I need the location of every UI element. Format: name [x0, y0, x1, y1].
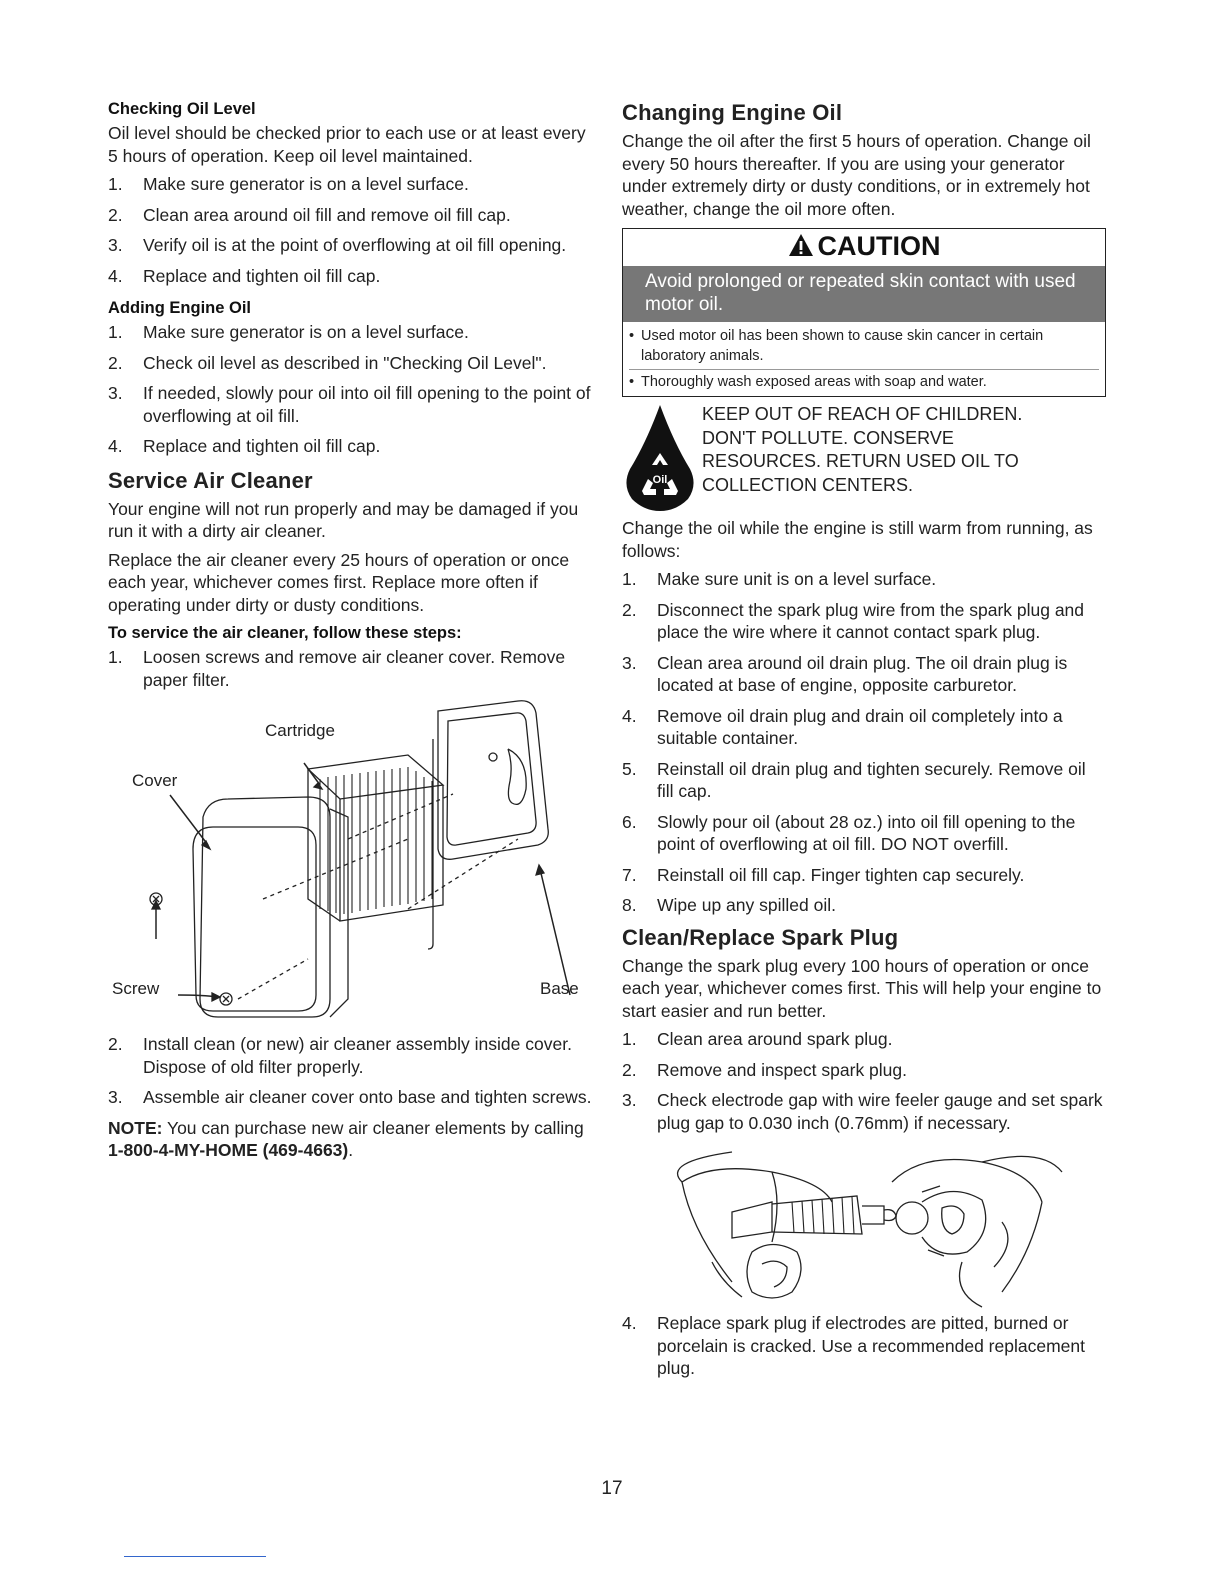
checking-oil-heading: Checking Oil Level	[108, 100, 256, 118]
list-item: 1. Make sure generator is on a level surface.	[108, 174, 469, 194]
list-item: 2. Remove and inspect spark plug.	[622, 1059, 907, 1080]
adding-oil-heading: Adding Engine Oil	[108, 299, 251, 317]
air-cleaner-subheading: To service the air cleaner, follow these steps:	[108, 624, 462, 642]
list-item: 3. Clean area around oil drain plug. The oil drain plug is located at base of engine, opposite carburetor.	[622, 652, 1068, 695]
caution-bullets	[623, 322, 1105, 396]
spark-plug-heading: Clean/Replace Spark Plug	[622, 924, 899, 950]
caution-box	[622, 228, 1106, 397]
air-cleaner-note: NOTE: You can purchase new air cleaner elements by calling 1-800-4-MY-HOME (469-4663).	[108, 1117, 584, 1160]
list-item: 1. Loosen screws and remove air cleaner cover. Remove paper filter.	[108, 647, 566, 690]
list-item: 4. Replace spark plug if electrodes are pitted, burned or porcelain is cracked. Use a recommended replacement plug.	[622, 1313, 1085, 1378]
list-item: 2. Install clean (or new) air cleaner assembly inside cover. Dispose of old filter properly.	[108, 1034, 572, 1077]
list-item: 3. If needed, slowly pour oil into oil fill opening to the point of overflowing at oil fill.	[108, 383, 591, 426]
caution-band: Avoid prolonged or repeated skin contact with used motor oil.	[623, 266, 1105, 322]
air-cleaner-steps-1	[108, 646, 592, 691]
left-column	[108, 100, 592, 1168]
list-item: 3. Check electrode gap with wire feeler gauge and set spark plug gap to 0.030 inch (0.76mm) if necessary.	[622, 1090, 1103, 1133]
list-item: • Used motor oil has been shown to cause skin cancer in certain laboratory animals.	[629, 326, 1099, 366]
spark-plug-gauge-illustration	[622, 1142, 1106, 1312]
cartridge-label: Cartridge	[265, 721, 335, 740]
list-item: 2. Check oil level as described in "Checking Oil Level".	[108, 352, 547, 373]
checking-oil-intro: Oil level should be checked prior to each use or at least every 5 hours of operation. Keep oil level maintained.	[108, 123, 586, 166]
list-item: 7. Reinstall oil fill cap. Finger tighten cap securely.	[622, 864, 1025, 885]
list-item: 4. Replace and tighten oil fill cap.	[108, 436, 381, 456]
air-cleaner-para-2: Replace the air cleaner every 25 hours of operation or once each year, whichever comes first. Replace more often if operating under dirty or dusty conditions.	[108, 549, 570, 615]
change-warm-text: Change the oil while the engine is still warm from running, as follows:	[622, 518, 1093, 561]
caution-header	[623, 229, 1105, 266]
footer-rule	[124, 1556, 266, 1557]
list-item: 5. Reinstall oil drain plug and tighten securely. Remove oil fill cap.	[622, 758, 1086, 801]
caution-title: CAUTION	[817, 231, 941, 261]
cover-label: Cover	[132, 771, 178, 790]
air-cleaner-steps-2	[108, 1033, 592, 1109]
list-item: 2. Clean area around oil fill and remove oil fill cap.	[108, 204, 511, 225]
changing-oil-intro: Change the oil after the first 5 hours of operation. Change oil every 50 hours thereafter. If you are using your generator under extremely dirty or dusty conditions, or in extremely hot weather, change the oil more often.	[622, 131, 1091, 219]
list-item: 4. Remove oil drain plug and drain oil completely into a suitable container.	[622, 705, 1063, 748]
spark-plug-intro: Change the spark plug every 100 hours of operation or once each year, whichever comes first. This will help your engine to start easier and run better.	[622, 955, 1102, 1021]
air-cleaner-figure	[108, 699, 592, 1029]
list-item: 2. Disconnect the spark plug wire from the spark plug and place the wire where it cannot contact spark plug.	[622, 599, 1085, 642]
spark-plug-steps-2	[622, 1312, 1106, 1380]
page-number: 17	[601, 1478, 623, 1499]
oil-recycling-notice	[622, 403, 1106, 511]
changing-engine-oil-heading: Changing Engine Oil	[622, 100, 843, 125]
adding-oil-steps	[108, 321, 592, 458]
list-item: 1. Make sure generator is on a level surface.	[108, 322, 469, 342]
list-item: 4. Replace and tighten oil fill cap.	[108, 265, 381, 286]
list-item: 6. Slowly pour oil (about 28 oz.) into oil fill opening to the point of overflowing at oil fill. DO NOT overfill.	[622, 811, 1076, 854]
list-item: 3. Assemble air cleaner cover onto base and tighten screws.	[108, 1087, 592, 1107]
phone-number: 1-800-4-MY-HOME (469-4663)	[108, 1140, 349, 1160]
changing-oil-steps	[622, 568, 1106, 917]
right-column	[622, 100, 1106, 1388]
warning-triangle-icon	[788, 233, 814, 257]
note-label: NOTE:	[108, 1117, 163, 1138]
base-label: Base	[540, 979, 579, 998]
checking-oil-steps	[108, 173, 592, 287]
air-cleaner-para-1: Your engine will not run properly and may be damaged if you run it with a dirty air cleaner.	[108, 498, 579, 541]
note-text: You can purchase new air cleaner elements by calling	[167, 1117, 584, 1138]
svg-text:Oil: Oil	[652, 474, 668, 486]
screw-label: Screw	[112, 979, 160, 998]
list-item: 1. Clean area around spark plug.	[622, 1029, 893, 1049]
service-air-cleaner-heading: Service Air Cleaner	[108, 467, 313, 493]
spark-plug-steps	[622, 1028, 1106, 1134]
list-item: 3. Verify oil is at the point of overflowing at oil fill opening.	[108, 235, 567, 255]
list-item: 8. Wipe up any spilled oil.	[622, 895, 836, 915]
list-item: 1. Make sure unit is on a level surface.	[622, 569, 937, 589]
air-cleaner-diagram	[108, 699, 592, 1029]
oil-drop-recycle-icon	[622, 403, 698, 511]
oil-notice-text: KEEP OUT OF REACH OF CHILDREN. DON'T POLLUTE. CONSERVE RESOURCES. RETURN USED OIL TO COLLECTION CENTERS.	[702, 404, 1023, 495]
list-item: • Thoroughly wash exposed areas with soap and water.	[629, 369, 1099, 392]
